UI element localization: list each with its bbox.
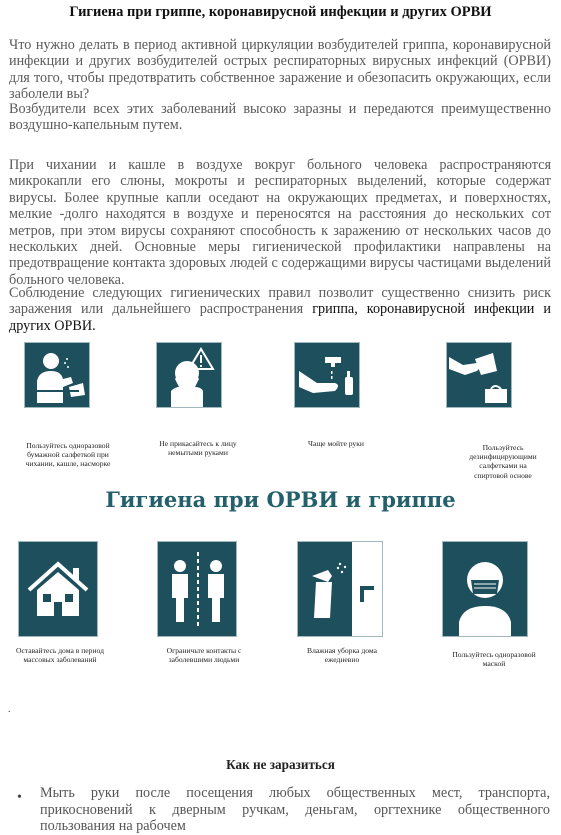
paragraph-intro: Что нужно делать в период активной циркуляции возбудителей гриппа, коронавирусной инфекции и других возбудителей острых респираторных вирусных инфекций (ОРВИ) для того, чтобы предотвратить собственное заражение и обезопасить окружающих, если заболели вы?: [9, 37, 551, 103]
caption-stay-home: Оставайтесь дома в период массовых заболеваний: [16, 646, 104, 665]
paragraph-contagious: Возбудители всех этих заболеваний высоко заразны и передаются преимущественно воздушно-капельным путем.: [9, 101, 551, 134]
face-mask-icon: [442, 541, 528, 637]
paragraph-rules: [9, 285, 551, 334]
caption-distance: Ограничьте контакты с заболевшими людьми: [166, 646, 242, 665]
caption-wipes: Пользуйтесь дезинфицирующими салфетками на спиртовой основе: [469, 443, 537, 480]
caption-wash-hands: Чаще мойте руки: [308, 439, 364, 448]
distance-icon: [157, 541, 237, 637]
caption-mask: Пользуйтесь одноразовой маской: [452, 650, 536, 669]
bullet-item: Мыть руки после посещения любых общественных мест, транспорта, прикосновений к дверным ручкам, деньгам, оргтехнике общественного пользования на рабочем: [40, 785, 550, 835]
tissue-sneeze-icon: [24, 342, 90, 408]
stray-dot: .: [8, 704, 11, 715]
rules-text: Соблюдение следующих гигиенических правил позволит существенно снизить риск заражения или дальнейшего распространения: [9, 285, 551, 318]
caption-cleaning: Влажная уборка дома ежедневно: [307, 646, 377, 665]
banner-title: Гигиена при ОРВИ и гриппе: [105, 487, 456, 512]
disinfect-wipes-icon: [446, 342, 512, 408]
caption-tissue: Пользуйтесь одноразовой бумажной салфеткой при чихании, кашле, насморке: [25, 441, 111, 469]
paragraph-transmission: При чихании и кашле в воздухе вокруг больного человека распространяются микрокапли его слюны, мокроты и респираторных выделений, которые содержат вирусы. Более крупные капли оседают на окружающих предметах, и поверхностях, мелкие -долго находятся в воздухе и переносятся на расстояния до нескольких сот метров, при этом вирусы сохраняют способность к заражению от нескольких часов до нескольких дней. Основные меры гигиенической профилактики направлены на предотвращение контакта здоровых людей с содержащими вирусы частицами выделений больного человека.: [9, 157, 551, 288]
wash-hands-icon: [294, 342, 360, 408]
rules-emphasis: гриппа, коронавирусной инфекции и других ОРВИ: [9, 301, 551, 334]
bullet-marker: •: [17, 790, 22, 805]
wet-cleaning-icon: [297, 541, 383, 637]
rules-end: .: [92, 317, 96, 334]
section-subtitle: Как не заразиться: [226, 757, 335, 772]
dont-touch-face-icon: [156, 342, 222, 408]
document-title: Гигиена при гриппе, коронавирусной инфекции и других ОРВИ: [69, 4, 492, 20]
caption-dont-touch: Не прикасайтесь к лицу немытыми руками: [159, 439, 237, 458]
stay-home-icon: [18, 541, 98, 637]
